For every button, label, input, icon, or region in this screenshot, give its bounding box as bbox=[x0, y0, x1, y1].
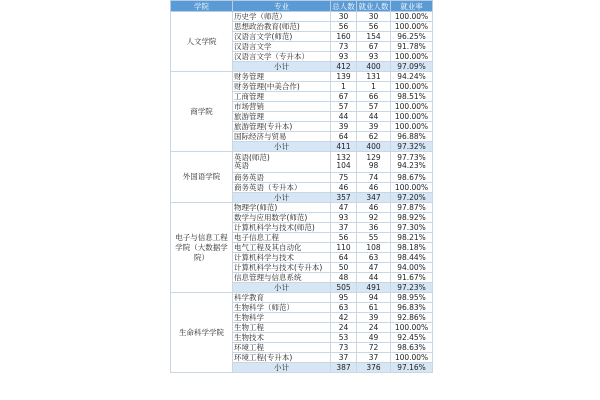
major-cell: 汉语言文学 bbox=[233, 42, 331, 52]
rate-cell: 100.00% bbox=[391, 82, 433, 92]
total-cell: 75 bbox=[331, 173, 357, 183]
total-cell: 30 bbox=[331, 12, 357, 22]
header-total: 总人数 bbox=[332, 1, 355, 11]
major-cell: 思想政治教育(师范) bbox=[233, 22, 331, 32]
rate-cell: 98.21% bbox=[391, 233, 433, 243]
rate-cell-line1: 97.73% bbox=[397, 153, 426, 162]
major-cell: 数学与应用数学(师范) bbox=[233, 213, 331, 223]
total-cell: 44 bbox=[331, 112, 357, 122]
rate-cell: 100.00% bbox=[391, 112, 433, 122]
rate-cell bbox=[391, 152, 433, 173]
rate-cell: 98.95% bbox=[391, 293, 433, 303]
major-cell: 信息管理与信息系统 bbox=[233, 273, 331, 283]
employed-cell: 56 bbox=[357, 22, 391, 32]
rate-cell: 100.00% bbox=[391, 12, 433, 22]
employed-cell: 67 bbox=[357, 42, 391, 52]
rate-cell: 100.00% bbox=[391, 102, 433, 112]
total-cell: 42 bbox=[331, 313, 357, 323]
employed-cell bbox=[357, 152, 391, 173]
employed-cell: 39 bbox=[357, 313, 391, 323]
rate-cell: 98.44% bbox=[391, 253, 433, 263]
table-row bbox=[171, 293, 433, 303]
rate-cell: 98.63% bbox=[391, 343, 433, 353]
total-cell: 139 bbox=[331, 72, 357, 82]
total-cell: 57 bbox=[331, 102, 357, 112]
subtotal-employed: 376 bbox=[357, 363, 391, 373]
major-cell: 电子信息工程 bbox=[233, 233, 331, 243]
major-cell: 旅游管理(专升本) bbox=[233, 122, 331, 132]
major-cell: 商务英语 bbox=[233, 173, 331, 183]
rate-cell: 100.00% bbox=[391, 122, 433, 132]
major-cell: 电气工程及其自动化 bbox=[233, 243, 331, 253]
employed-cell: 93 bbox=[357, 52, 391, 62]
college-name: 电子与信息工程学院（大数据学院） bbox=[171, 203, 233, 293]
table-body bbox=[171, 12, 433, 373]
major-cell: 科学教育 bbox=[233, 293, 331, 303]
employed-cell: 1 bbox=[357, 82, 391, 92]
employed-cell: 63 bbox=[357, 253, 391, 263]
subtotal-employed: 400 bbox=[357, 142, 391, 152]
employed-cell: 61 bbox=[357, 303, 391, 313]
total-cell: 46 bbox=[331, 183, 357, 193]
rate-cell: 98.51% bbox=[391, 92, 433, 102]
total-cell: 67 bbox=[331, 92, 357, 102]
subtotal-total: 387 bbox=[331, 363, 357, 373]
rate-cell: 97.30% bbox=[391, 223, 433, 233]
subtotal-total: 357 bbox=[331, 193, 357, 203]
employed-cell: 94 bbox=[357, 293, 391, 303]
major-cell: 旅游管理 bbox=[233, 112, 331, 122]
major-cell-line1: 英语(师范) bbox=[234, 153, 270, 162]
major-cell: 市场营销 bbox=[233, 102, 331, 112]
employed-cell: 154 bbox=[357, 32, 391, 42]
college-name: 人文学院 bbox=[171, 12, 233, 72]
total-cell: 63 bbox=[331, 303, 357, 313]
header-row bbox=[171, 1, 433, 12]
rate-cell: 100.00% bbox=[391, 353, 433, 363]
major-cell: 历史学（师范） bbox=[233, 12, 331, 22]
major-cell: 物理学(师范) bbox=[233, 203, 331, 213]
major-cell bbox=[233, 152, 331, 173]
employed-cell-line1: 129 bbox=[366, 153, 381, 162]
subtotal-label: 小计 bbox=[233, 363, 331, 373]
college-name: 外国语学院 bbox=[171, 152, 233, 203]
major-cell: 计算机科学与技术(师范) bbox=[233, 223, 331, 233]
rate-cell: 96.88% bbox=[391, 132, 433, 142]
major-cell: 商务英语（专升本） bbox=[233, 183, 331, 193]
major-cell: 生物技术 bbox=[233, 333, 331, 343]
employed-cell: 46 bbox=[357, 203, 391, 213]
employed-cell: 55 bbox=[357, 233, 391, 243]
total-cell: 39 bbox=[331, 122, 357, 132]
employed-cell: 47 bbox=[357, 263, 391, 273]
employed-cell: 57 bbox=[357, 102, 391, 112]
major-cell: 国际经济与贸易 bbox=[233, 132, 331, 142]
rate-cell: 98.67% bbox=[391, 173, 433, 183]
subtotal-label: 小计 bbox=[233, 62, 331, 72]
rate-cell: 94.00% bbox=[391, 263, 433, 273]
rate-cell-line2: 94.23% bbox=[397, 161, 426, 170]
rate-cell: 92.45% bbox=[391, 333, 433, 343]
table-row bbox=[171, 203, 433, 213]
rate-cell: 100.00% bbox=[391, 52, 433, 62]
rate-cell: 100.00% bbox=[391, 22, 433, 32]
subtotal-employed: 347 bbox=[357, 193, 391, 203]
employed-cell: 131 bbox=[357, 72, 391, 82]
major-cell: 汉语言文学（专升本） bbox=[233, 52, 331, 62]
employed-cell: 37 bbox=[357, 353, 391, 363]
rate-cell: 98.92% bbox=[391, 213, 433, 223]
employed-cell: 92 bbox=[357, 213, 391, 223]
total-cell-line2: 104 bbox=[336, 161, 351, 170]
rate-cell: 92.86% bbox=[391, 313, 433, 323]
rate-cell: 97.87% bbox=[391, 203, 433, 213]
header-rate: 就业率 bbox=[391, 1, 433, 12]
employment-table bbox=[170, 0, 433, 373]
total-cell: 56 bbox=[331, 233, 357, 243]
major-cell: 财务管理 bbox=[233, 72, 331, 82]
major-cell: 生物工程 bbox=[233, 323, 331, 333]
subtotal-label: 小计 bbox=[233, 142, 331, 152]
total-cell: 37 bbox=[331, 353, 357, 363]
total-cell: 50 bbox=[331, 263, 357, 273]
table-row bbox=[171, 12, 433, 22]
employed-cell: 36 bbox=[357, 223, 391, 233]
employed-cell: 44 bbox=[357, 112, 391, 122]
major-cell: 工商管理 bbox=[233, 92, 331, 102]
subtotal-employed: 400 bbox=[357, 62, 391, 72]
college-name: 生命科学学院 bbox=[171, 293, 233, 373]
total-cell: 73 bbox=[331, 343, 357, 353]
major-cell: 环境工程(专升本) bbox=[233, 353, 331, 363]
employed-cell: 62 bbox=[357, 132, 391, 142]
subtotal-label: 小计 bbox=[233, 193, 331, 203]
rate-cell: 98.18% bbox=[391, 243, 433, 253]
total-cell: 95 bbox=[331, 293, 357, 303]
employed-cell: 49 bbox=[357, 333, 391, 343]
rate-cell: 91.78% bbox=[391, 42, 433, 52]
total-cell bbox=[331, 152, 357, 173]
header-employed: 就业人数 bbox=[358, 1, 389, 11]
rate-cell: 91.67% bbox=[391, 273, 433, 283]
total-cell: 24 bbox=[331, 323, 357, 333]
major-cell: 生物科学 bbox=[233, 313, 331, 323]
employed-cell: 24 bbox=[357, 323, 391, 333]
total-cell: 48 bbox=[331, 273, 357, 283]
employed-cell: 44 bbox=[357, 273, 391, 283]
total-cell: 73 bbox=[331, 42, 357, 52]
employed-cell: 66 bbox=[357, 92, 391, 102]
rate-cell: 96.83% bbox=[391, 303, 433, 313]
rate-cell: 100.00% bbox=[391, 183, 433, 193]
employed-cell: 108 bbox=[357, 243, 391, 253]
subtotal-total: 505 bbox=[331, 283, 357, 293]
total-cell: 1 bbox=[331, 82, 357, 92]
employed-cell: 46 bbox=[357, 183, 391, 193]
employed-cell: 74 bbox=[357, 173, 391, 183]
rate-cell: 100.00% bbox=[391, 323, 433, 333]
total-cell: 53 bbox=[331, 333, 357, 343]
employed-cell: 30 bbox=[357, 12, 391, 22]
total-cell: 160 bbox=[331, 32, 357, 42]
subtotal-rate: 97.09% bbox=[391, 62, 433, 72]
total-cell: 37 bbox=[331, 223, 357, 233]
major-cell-line2: 英语 bbox=[234, 161, 249, 170]
total-cell: 56 bbox=[331, 22, 357, 32]
major-cell: 汉语言文学(师范) bbox=[233, 32, 331, 42]
major-cell: 计算机科学与技术(专升本) bbox=[233, 263, 331, 273]
total-cell-line1: 132 bbox=[336, 153, 351, 162]
major-cell: 生物科学（师范） bbox=[233, 303, 331, 313]
total-cell: 64 bbox=[331, 132, 357, 142]
college-name: 商学院 bbox=[171, 72, 233, 152]
major-cell: 环境工程 bbox=[233, 343, 331, 353]
subtotal-rate: 97.20% bbox=[391, 193, 433, 203]
subtotal-rate: 97.23% bbox=[391, 283, 433, 293]
subtotal-total: 412 bbox=[331, 62, 357, 72]
total-cell: 64 bbox=[331, 253, 357, 263]
employed-cell-line2: 98 bbox=[368, 161, 379, 170]
subtotal-total: 411 bbox=[331, 142, 357, 152]
subtotal-employed: 491 bbox=[357, 283, 391, 293]
employed-cell: 72 bbox=[357, 343, 391, 353]
table-row bbox=[171, 152, 433, 173]
subtotal-rate: 97.32% bbox=[391, 142, 433, 152]
subtotal-label: 小计 bbox=[233, 283, 331, 293]
rate-cell: 94.24% bbox=[391, 72, 433, 82]
total-cell: 47 bbox=[331, 203, 357, 213]
header-major: 专业 bbox=[233, 1, 331, 12]
employed-cell: 39 bbox=[357, 122, 391, 132]
major-cell: 财务管理(中美合作) bbox=[233, 82, 331, 92]
subtotal-rate: 97.16% bbox=[391, 363, 433, 373]
total-cell: 93 bbox=[331, 52, 357, 62]
total-cell: 93 bbox=[331, 213, 357, 223]
total-cell: 110 bbox=[331, 243, 357, 253]
major-cell: 计算机科学与技术 bbox=[233, 253, 331, 263]
header-college: 学院 bbox=[171, 1, 233, 12]
rate-cell: 96.25% bbox=[391, 32, 433, 42]
table-row bbox=[171, 72, 433, 82]
